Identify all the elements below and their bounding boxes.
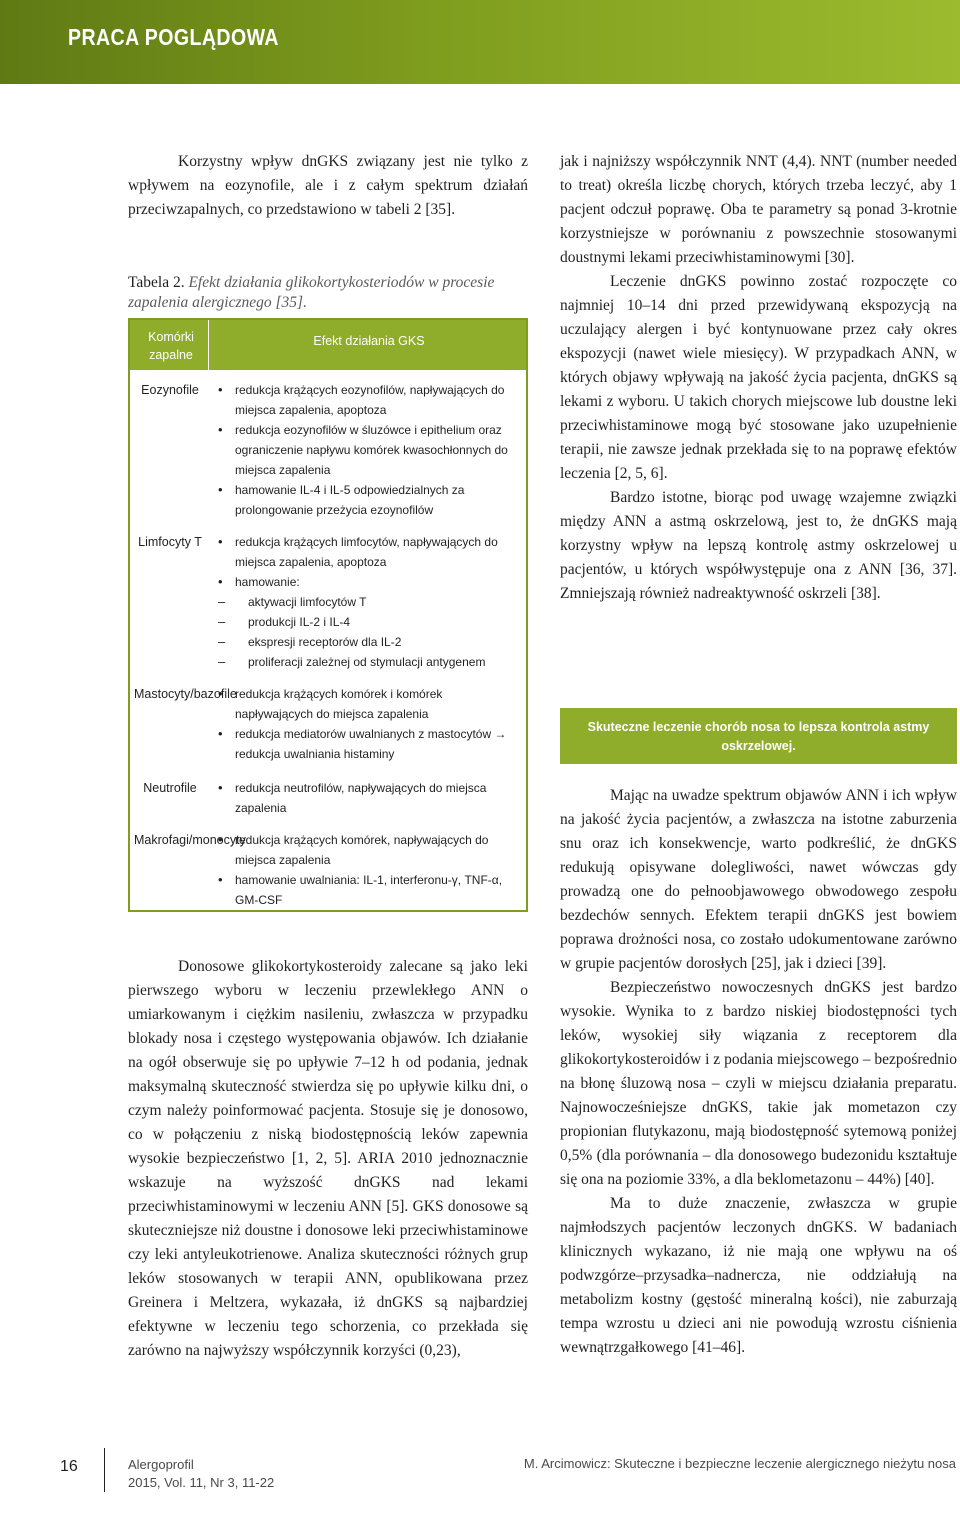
- paragraph: Mając na uwadze spektrum objawów ANN i ich wpływ na jakość życia pacjentów, a zwłaszcza na istotne zaburzenia snu oraz ich konsekwencje, warto podkreślić, że dnGKS redukują opisywane dolegliwości, nawet wówczas gdy prowadzą one do pełnoobjawowego obwodowego zespołu bezdechów sennych. Efektem terapii dnGKS jest bowiem poprawa drożności nosa, co zostało udokumentowane zarówno w grupie pacjentów dorosłych [25], jak i dzieci [39].: [560, 787, 957, 972]
- row-cell-type: Makrofagi/monocyty: [134, 833, 246, 847]
- effect-list: [218, 778, 514, 818]
- row-cell-type: Eozynofile: [141, 383, 199, 397]
- table-header: [130, 320, 526, 370]
- effect-subitem: – produkcji IL-2 i IL-4: [218, 612, 514, 632]
- footer-divider: [104, 1448, 105, 1492]
- effect-item: • hamowanie IL-4 i IL-5 odpowiedzialnych za prolongowanie przeżycia ezoynofilów: [218, 480, 514, 520]
- header-divider: [208, 320, 209, 370]
- paragraph: Korzystny wpływ dnGKS związany jest nie tylko z wpływem na eozynofile, ale i z całym spektrum działań przeciwzapalnych, co przedstawiono w tabeli 2 [35].: [128, 153, 528, 218]
- effect-item: • redukcja eozynofilów w śluzówce i epithelium oraz ograniczenie napływu komórek kwasochłonnych do miejsca zapalenia: [218, 420, 514, 480]
- effect-item: • hamowanie uwalniania: IL-1, interferonu-γ, TNF-α, GM-CSF: [218, 870, 514, 910]
- paragraph: Bezpieczeństwo nowoczesnych dnGKS jest bardzo wysokie. Wynika to z bardzo niskiej biodostępności tych leków, wysokiej siły wiązania z receptorem dla glikokortykosteroidów i z podania miejscowego – bezpośrednio na błonę śluzową nosa – czyli w miejscu działania preparatu. Najnowocześniejsze dnGKS, takie jak mometazon czy propionian flutykazonu, mają biodostępność sytemową poniżej 0,5% (dla porównania – dla donosowego budezonidu kształtuje się ona na poziomie 33%, a dla beklometazonu – 44%) [40].: [560, 979, 957, 1188]
- row-cell-type: Neutrofile: [143, 781, 197, 795]
- effect-list: [218, 830, 514, 910]
- running-title: M. Arcimowicz: Skuteczne i bezpieczne leczenie alergicznego nieżytu nosa: [523, 1456, 956, 1471]
- effect-subitem: – ekspresji receptorów dla IL-2: [218, 632, 514, 652]
- effect-subitem: – proliferacji zależnej od stymulacji antygenem: [218, 652, 514, 672]
- header-cells: Komórki zapalne: [148, 330, 194, 362]
- effect-subitem: – aktywacji limfocytów T: [218, 592, 514, 612]
- paragraph: jak i najniższy współczynnik NNT (4,4). NNT (number needed to treat) określa liczbę chorych, których trzeba leczyć, aby 1 pacjent odczuł poprawę. Oba te parametry są ponad 3-krotnie korzystniejsze w porównaniu z powszechnie stosowanymi doustnymi lekami przeciwhistaminowymi [30].: [560, 153, 957, 266]
- table-caption: [128, 273, 528, 313]
- effect-item: • redukcja krążących eozynofilów, napływających do miejsca zapalenia, apoptoza: [218, 380, 514, 420]
- effect-item: • hamowanie:: [218, 572, 514, 592]
- effect-list: [218, 684, 514, 764]
- right-column-bottom: [560, 784, 957, 1360]
- table-2: [128, 318, 528, 912]
- callout-box: Skuteczne leczenie chorób nosa to lepsza kontrola astmy oskrzelowej.: [560, 708, 957, 764]
- page-number: 16: [60, 1458, 78, 1475]
- paragraph: Donosowe glikokortykosteroidy zalecane są jako leki pierwszego wyboru w leczeniu przewlekłego ANN o umiarkowanym i ciężkim nasileniu, zwłaszcza w przypadku blokady nosa i częstego występowania objawów. Ich działanie na ogół obserwuje się po upływie 7–12 h od podania, jednak maksymalną skuteczność stwierdza się po upływie kilku dni, o czym należy poinformować pacjenta. Stosuje się je donosowo, co w połączeniu z niską biodostępnością leków zapewnia wysokie bezpieczeństwo [1, 2, 5]. ARIA 2010 jednoznacznie wskazuje na wyższość dnGKS nad lekami przeciwhistaminowymi w leczeniu ANN [5]. GKS donosowe są skuteczniejsze niż doustne i donosowe leki przeciwhistaminowe czy leki antyleukotrienowe. Analiza skuteczności różnych grup leków stosowanych w terapii ANN, opublikowana przez Greinera i Meltzera, wykazała, iż dnGKS są najbardziej efektywne w leczeniu tego schorzenia, co przekłada się zarówno na najwyższy współczynnik korzyści (0,23),: [128, 958, 528, 1359]
- left-column-top: [128, 150, 528, 222]
- table-caption-label: Tabela 2.: [128, 274, 185, 291]
- effect-list: [218, 380, 514, 520]
- right-column-top: [560, 150, 957, 606]
- paragraph: Bardzo istotne, biorąc pod uwagę wzajemne związki między ANN a astmą oskrzelową, jest to, że dnGKS mają korzystny wpływ na lepszą kontrolę astmy oskrzelowej u pacjentów, u których współwystępuje ona z ANN [36, 37]. Zmniejszają również nadreaktywność oskrzeli [38].: [560, 489, 957, 602]
- header-bar: [0, 0, 960, 84]
- section-title: PRACA POGLĄDOWA: [68, 24, 279, 50]
- journal-info: [128, 1456, 274, 1492]
- effect-item: • redukcja krążących limfocytów, napływających do miejsca zapalenia, apoptoza: [218, 532, 514, 572]
- header-effect: Efekt działania GKS: [313, 334, 425, 348]
- journal-issue: 2015, Vol. 11, Nr 3, 11-22: [128, 1475, 275, 1490]
- effect-item: • redukcja neutrofilów, napływających do miejsca zapalenia: [218, 778, 514, 818]
- table-caption-text: Efekt działania glikokortykosteriodów w procesie zapalenia alergicznego [35].: [128, 274, 495, 311]
- paragraph: Leczenie dnGKS powinno zostać rozpoczęte co najmniej 10–14 dni przed przewidywaną ekspozycją na uczulający alergen i być kontynuowane przez cały okres ekspozycji (nawet wiele miesięcy). W przypadkach ANN, w których objawy wpływają na jakość życia pacjenta, dnGKS są lekami z wyboru. U takich chorych miejscowe lub doustne leki przeciwhistaminowe mogą być stosowane jako uzupełnienie terapii, nie zawsze jednak przekłada się to na poprawę efektów leczenia [2, 5, 6].: [560, 273, 957, 482]
- row-cell-type: Mastocyty/bazofile: [134, 687, 237, 701]
- effect-item: • redukcja mediatorów uwalnianych z mastocytów → redukcja uwalniania histaminy: [218, 724, 514, 764]
- journal-name: Alergoprofil: [128, 1457, 194, 1472]
- left-column-bottom: [128, 955, 528, 1363]
- page-footer: [0, 1440, 960, 1500]
- paragraph: Ma to duże znaczenie, zwłaszcza w grupie najmłodszych pacjentów leczonych dnGKS. W badaniach klinicznych wykazano, iż nie mają one wpływu na oś podwzgórze–przysadka–nadnercza, nie oddziałują na metabolizm kostny (gęstość mineralną kości), nie zaburzają tempa wzrostu u dzieci ani nie powodują wzrostu ciśnienia wewnątrzgałkowego [41–46].: [560, 1195, 957, 1356]
- effect-list: [218, 532, 514, 672]
- effect-item: • redukcja krążących komórek, napływających do miejsca zapalenia: [218, 830, 514, 870]
- row-cell-type: Limfocyty T: [138, 535, 202, 549]
- effect-item: • redukcja krążących komórek i komórek napływających do miejsca zapalenia: [218, 684, 514, 724]
